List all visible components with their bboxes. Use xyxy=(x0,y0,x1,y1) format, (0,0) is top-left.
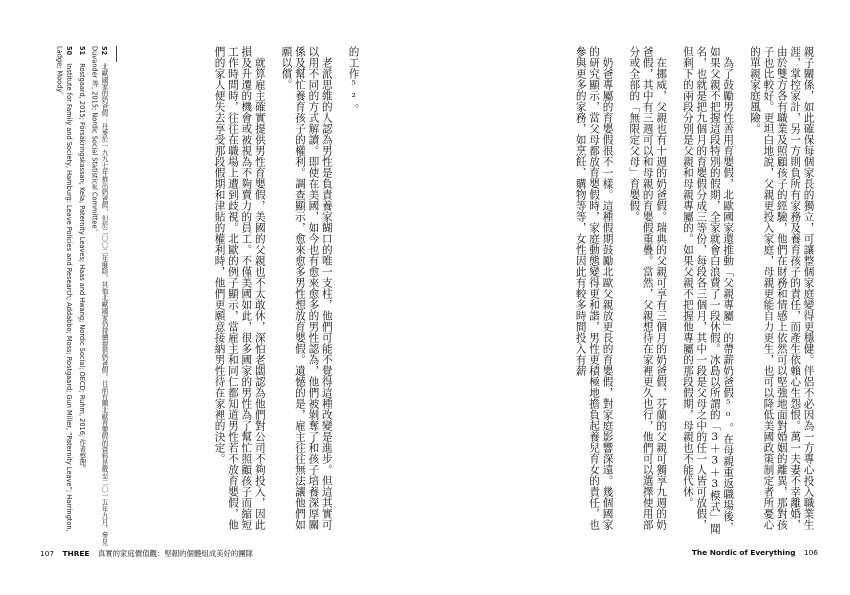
footnote-number: 50 xyxy=(65,46,74,56)
footnote xyxy=(76,46,86,546)
body-paragraph: 就算雇主確實提供男性育嬰假，美國的父親也不太敢休，深怕老闆認為他們對公司不夠投入，因此損及升遷的機會或被視為不夠賣力的員工。不僅美國如此，很多國家的男性為了幫忙照顧孩子而縮短工作時間時，往往在職場上遭到歧視。北歐的例子顯示，當雇主和同仁都知道男性若不放育嬰假，他們的家人便失去享受那段假期和津貼的權利時，他們更願意接納男性待在家裡的決定。 xyxy=(213,46,266,530)
footnote-number: 52 xyxy=(100,46,108,56)
body-paragraph: 在挪威，父親也有十週的奶爸假。瑞典的父親可享有三個月的奶爸假，芬蘭的父親可獨享九週的奶爸假，其中有三週可以和母親的育嬰假重疊。當然，父親想待在家裡更久也行，他們可以選擇使用部分或全部的「無限定父母」育嬰假。 xyxy=(628,46,668,530)
body-paragraph: 親子關係，如此確保每個家長的獨立，可讓整個家庭變得更穩健。伴侶不必因為一方專心投入職業生涯，掌控家計，另一方則負所有家務及養育孩子的責任，而產生依賴心生怨恨。萬一夫妻不幸離婚，由於雙方各有職業及照顧孩子的經驗，他們在財務和情感上依然可以堅強地面對婚姻的離異，那對孩子也比較好。更坦白地說，父親更投入家庭，母親更能自力更生，也可以降低美國政策制定者所憂心的單親家庭風險。 xyxy=(748,46,815,530)
book-title: The Nordic of Everything xyxy=(691,548,796,557)
right-page-body xyxy=(466,46,828,536)
footnotes xyxy=(18,46,108,546)
body-paragraph: 為了鼓勵男性善用育嬰假，北歐國家還推動「父親專屬」的帶薪奶爸假⁵⁰。在母親重返職場後，如果父親不把握這段特別的假期，全家就會白浪費了一段休假。冰島以所謂的「3＋3＋3模式」聞名，也就是把九個月的育嬰假分成三等份，每段各三個月，其中一段是父母之中的任一人皆可放假，但剩下的兩段分別是父親和母親專屬的。如果父親不把握他專屬的那段假期，母親也不能代休。 xyxy=(681,46,735,535)
footnote-text: 北歐國家的奶爸假：丹麥於一九九七年推出奶爸假，但於二〇〇二年廢除。其他北歐國家仍持續提供奶爸假。目前有關北歐育嬰假的資料是截至二〇一五年九月。參見 Duvander 等, 2015; Nordic Social Statistical Committee。 xyxy=(90,46,108,546)
footnote-text: Institute for Family and Society, Hamburg: Leave Policies and Research; Addabbo; Moss; Rostgaard; Gun Miller, “Paternity Leave”; Harrington, Ladge; Moody。 xyxy=(55,46,74,532)
footnote-divider xyxy=(116,46,117,62)
footnote xyxy=(89,46,108,546)
chapter-label: THREE xyxy=(62,549,90,558)
chapter-title: 真實的家庭價值觀：堅韌的個體組成美好的團隊 xyxy=(97,549,254,558)
body-paragraph: 老派思維的人認為男性是負責養家餬口的唯一支柱，他們可能不覺得這種改變是進步。但這其實可以用不同的方式解讀。即使在美國，如今也有愈來愈多的男性認為，他們被剝奪了和孩子培養深厚關係及幫忙養育孩子的權利。調查顯示，愈來愈多男性想放育嬰假。遺憾的是，雇主往往無法讓他們如願以償。 xyxy=(280,46,333,530)
left-page-footer xyxy=(40,548,253,559)
footnote xyxy=(54,46,73,546)
page-number: 107 xyxy=(40,549,55,558)
right-page-footer xyxy=(692,548,818,557)
body-paragraph: 的工作⁵²。 xyxy=(347,46,360,115)
right-page xyxy=(425,0,850,595)
footnote-text: Rostgaard, 2015; Försäkringskassan; Kela; Paternity Leaves; Haas and Hwang; Nordic Social; OECD; Ruhm, 2016; 作者整理。 xyxy=(77,63,86,473)
footnote-number: 51 xyxy=(77,46,86,56)
body-paragraph: 奶爸專屬的育嬰假很不一樣。這種假期鼓勵北歐父親放更長的育嬰假，對家庭影響深遠。幾個國家的研究顯示，當父母都放育嬰假時，家庭動態變得更和諧，男性更積極地擔負起養兒育女的責任，也參與更多的家務，如烹飪、購物等等，女性因此有較多時間投入有薪 xyxy=(574,46,614,530)
page-number: 106 xyxy=(803,548,818,557)
